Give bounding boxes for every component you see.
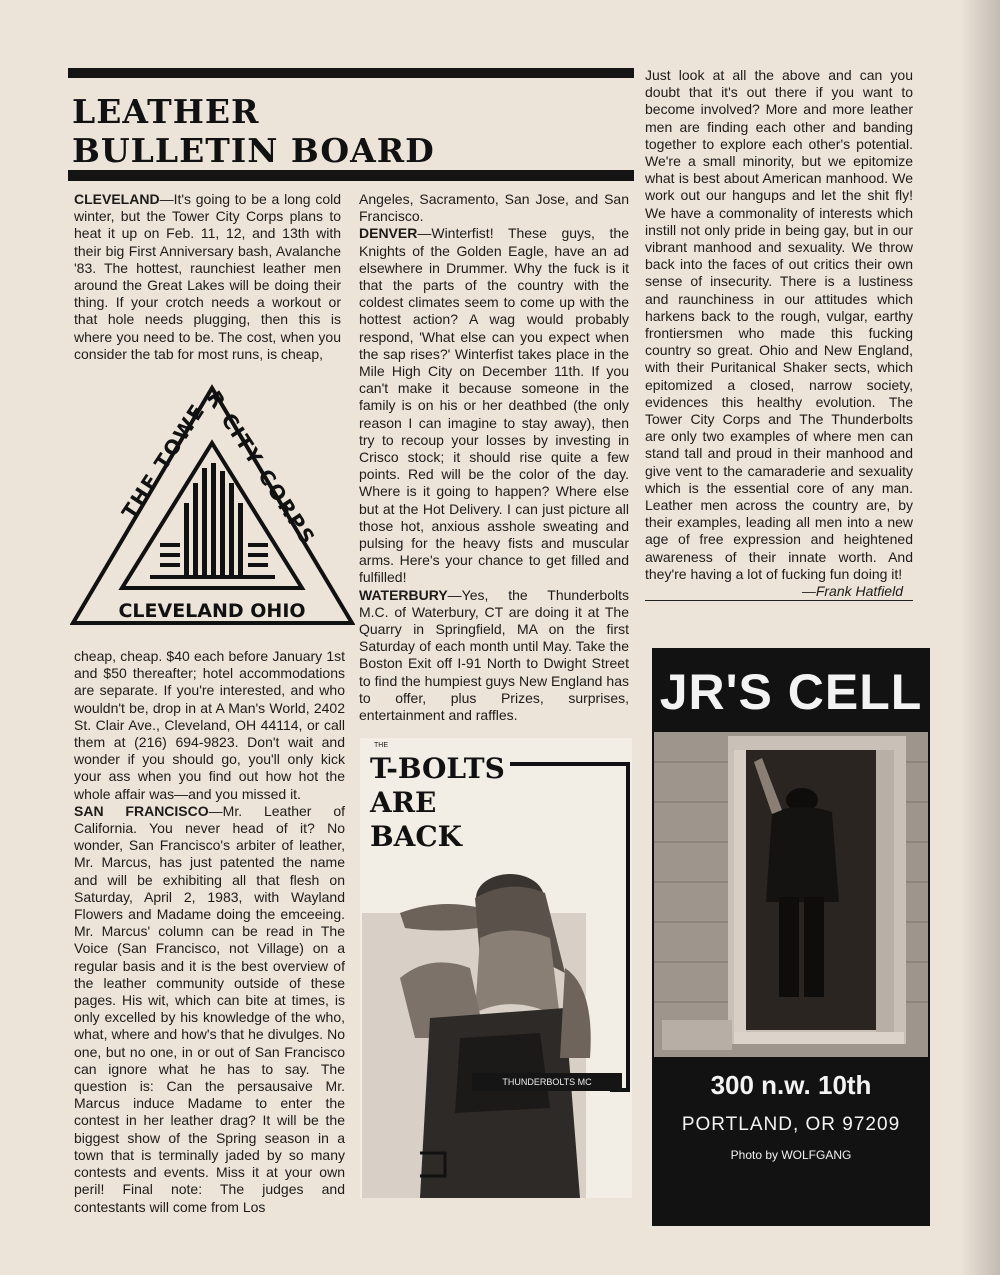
jrs-photo-credit: Photo by WOLFGANG	[730, 1148, 852, 1162]
article-body-denver: —Winterfist! These guys, the Knights of the Golden Eagle, have an ad elsewhere in Drummer. Why the fuck is it that the parts of the country with the coldest climates seem to come up with the hottest action? A wag would probably respond, 'What else can you expect when the sap rises?' Winterfist takes place in the Mile High City on December 11th. If you can't make it because someone in the family is on his or her deathbed (the only reason I can imagine to stay away), then try to recoup your losses by investing in Crisco stock; it should rise quite a few points. Red will be the color of the day. Where is it going to happen? Where else but at the Hot Delivery. I can just picture all those hot, anxious asshole sweating and pulsing for the heavy fists and muscular arms. Here's your chance to get filled and fulfilled!	[359, 225, 629, 586]
jrs-cell-title: JR'S CELL	[659, 664, 923, 720]
column-3	[645, 67, 913, 607]
article-sanfrancisco	[74, 803, 345, 1216]
logo-bottom-text: CLEVELAND OHIO	[118, 600, 306, 622]
tbolts-headline-line2: ARE	[370, 786, 437, 819]
author-signature: —Frank Hatfield	[801, 583, 903, 600]
tbolts-headline	[370, 752, 510, 854]
page-title-line1: LEATHER	[72, 92, 260, 131]
svg-text:THE TOWER CITY CORPS	[117, 386, 321, 549]
jrs-cell-photo	[654, 732, 928, 1057]
article-body-cleveland: —It's going to be a long cold winter, but the Tower City Corps plans to heat it up on Feb. 11, 12, and 13th with their big First Anniversary bash, Avalanche '83. The hottest, raunchiest leather men around the Great Lakes will be doing their thing. If your crotch needs a workout or that hole needs plugging, then this is where you need to be. The cost, when you consider the tab for most runs, is cheap,	[74, 191, 341, 362]
article-body-sanfrancisco: —Mr. Leather of California. You never head of it? No wonder, San Francisco's arbiter of leather, Mr. Marcus, has just patented the name and will be exhibiting all that flesh on Saturday, April 2, 1983, with Wayland Flowers and Madame doing the emceeing. Mr. Marcus' column can be read in The Voice (San Francisco, not Village) on a regular basis and it is the best overview of the leather community outside of these pages. His wit, which can bite at times, is only excelled by his knowledge of the who, what, where and how's that he divulges. No one, but no one, in or out of San Francisco can ignore what he has to say. The question is: Can the persausaive Mr. Marcus induce Madame to enter the contest in her leather drag? It will be the biggest show of the Spring season in a town that is terminally jaded by so many contests and events. Miss it at your own peril! Final note: The judges and contestants will come from Los	[74, 802, 345, 1215]
article-heading-denver: DENVER	[359, 225, 418, 242]
jrs-address-city: PORTLAND, OR 97209	[681, 1114, 901, 1135]
editorial-body: Just look at all the above and can you doubt that it's out there if you want to become involved? More and more leather men are finding each other and banding together to explore each other's potential. We're a small minority, but we epitomize what is best about American manhood. We work out our hangups and let the shit fly! We have a commonality of interests which instill not only pride in being gay, but in our vibrant manhood and sexuality. We throw back into the faces of out critics their own sense of insecurity. There is a lustiness and raunchiness in our attitudes which harkens back to the rough, vulgar, earthy frontiersmen who made this fucking country so great. Ohio and New England, with their Puritanical Shaker sects, which epitomized a closed, narrow society, evidences this healthy evolution. The Tower City Corps and The Thunderbolts are only two examples of where men can stand tall and proud in their manhood and give vent to the camaraderie and sexuality which is the essential core of any man. Leather men across the country are, by their examples, leading all men into a new age of free expression and heightened awareness of their innate worth. And they're having a lot of fucking fun doing it!	[645, 67, 913, 582]
article-heading-cleveland: CLEVELAND	[74, 191, 160, 207]
article-body-waterbury: —Yes, the Thunderbolts M.C. of Waterbury, CT are doing it at The Quarry in Springfield, MA on the first Saturday of each month until May. Take the Boston Exit off I-91 North to Dwight Street to find the humpiest guys New England has to offer, plus Prizes, surprises, entertainment and raffles.	[359, 586, 629, 724]
column-1-top	[74, 191, 341, 363]
article-heading-sanfrancisco: SAN FRANCISCO	[74, 802, 209, 819]
tbolts-the-label: THE	[374, 742, 388, 749]
page-gutter-shadow	[960, 0, 1000, 1275]
tbolts-caption: THUNDERBOLTS MC	[472, 1073, 622, 1091]
tbolts-headline-line1: T-BOLTS	[370, 752, 505, 785]
jrs-address-street: 300 n.w. 10th	[710, 1070, 872, 1100]
tbolts-headline-line3: BACK	[370, 820, 463, 853]
column-1-bottom	[74, 648, 345, 1216]
header-bottom-rule	[68, 170, 634, 181]
article-cleveland-end: Angeles, Sacramento, San Jose, and San Francisco.	[359, 191, 629, 225]
tbolts-ad	[360, 738, 632, 1198]
header-top-rule	[68, 68, 634, 78]
article-heading-waterbury: WATERBURY	[359, 586, 448, 603]
signature-rule	[645, 583, 913, 601]
column-2	[359, 191, 629, 724]
article-waterbury	[359, 587, 629, 725]
article-cleveland-cont: cheap, cheap. $40 each before January 1st and $50 thereafter; hotel accommodations are separate. If you're interested, and who wouldn't be, drop in at A Man's World, 2402 St. Clair Ave., Cleveland, OH 44114, or call them at (216) 694-9823. Don't wait and wonder if you should go, you'll only kick your ass when you find out how hot the whole affair was—and you missed it.	[74, 648, 345, 802]
page-title	[72, 92, 632, 170]
article-cleveland	[74, 191, 341, 363]
page-title-line2: BULLETIN BOARD	[72, 131, 435, 170]
tower-city-corps-logo	[70, 383, 355, 628]
logo-arc-text: THE TOWER CITY CORPS	[116, 386, 321, 550]
article-denver	[359, 225, 629, 586]
jrs-cell-ad	[652, 648, 930, 1226]
